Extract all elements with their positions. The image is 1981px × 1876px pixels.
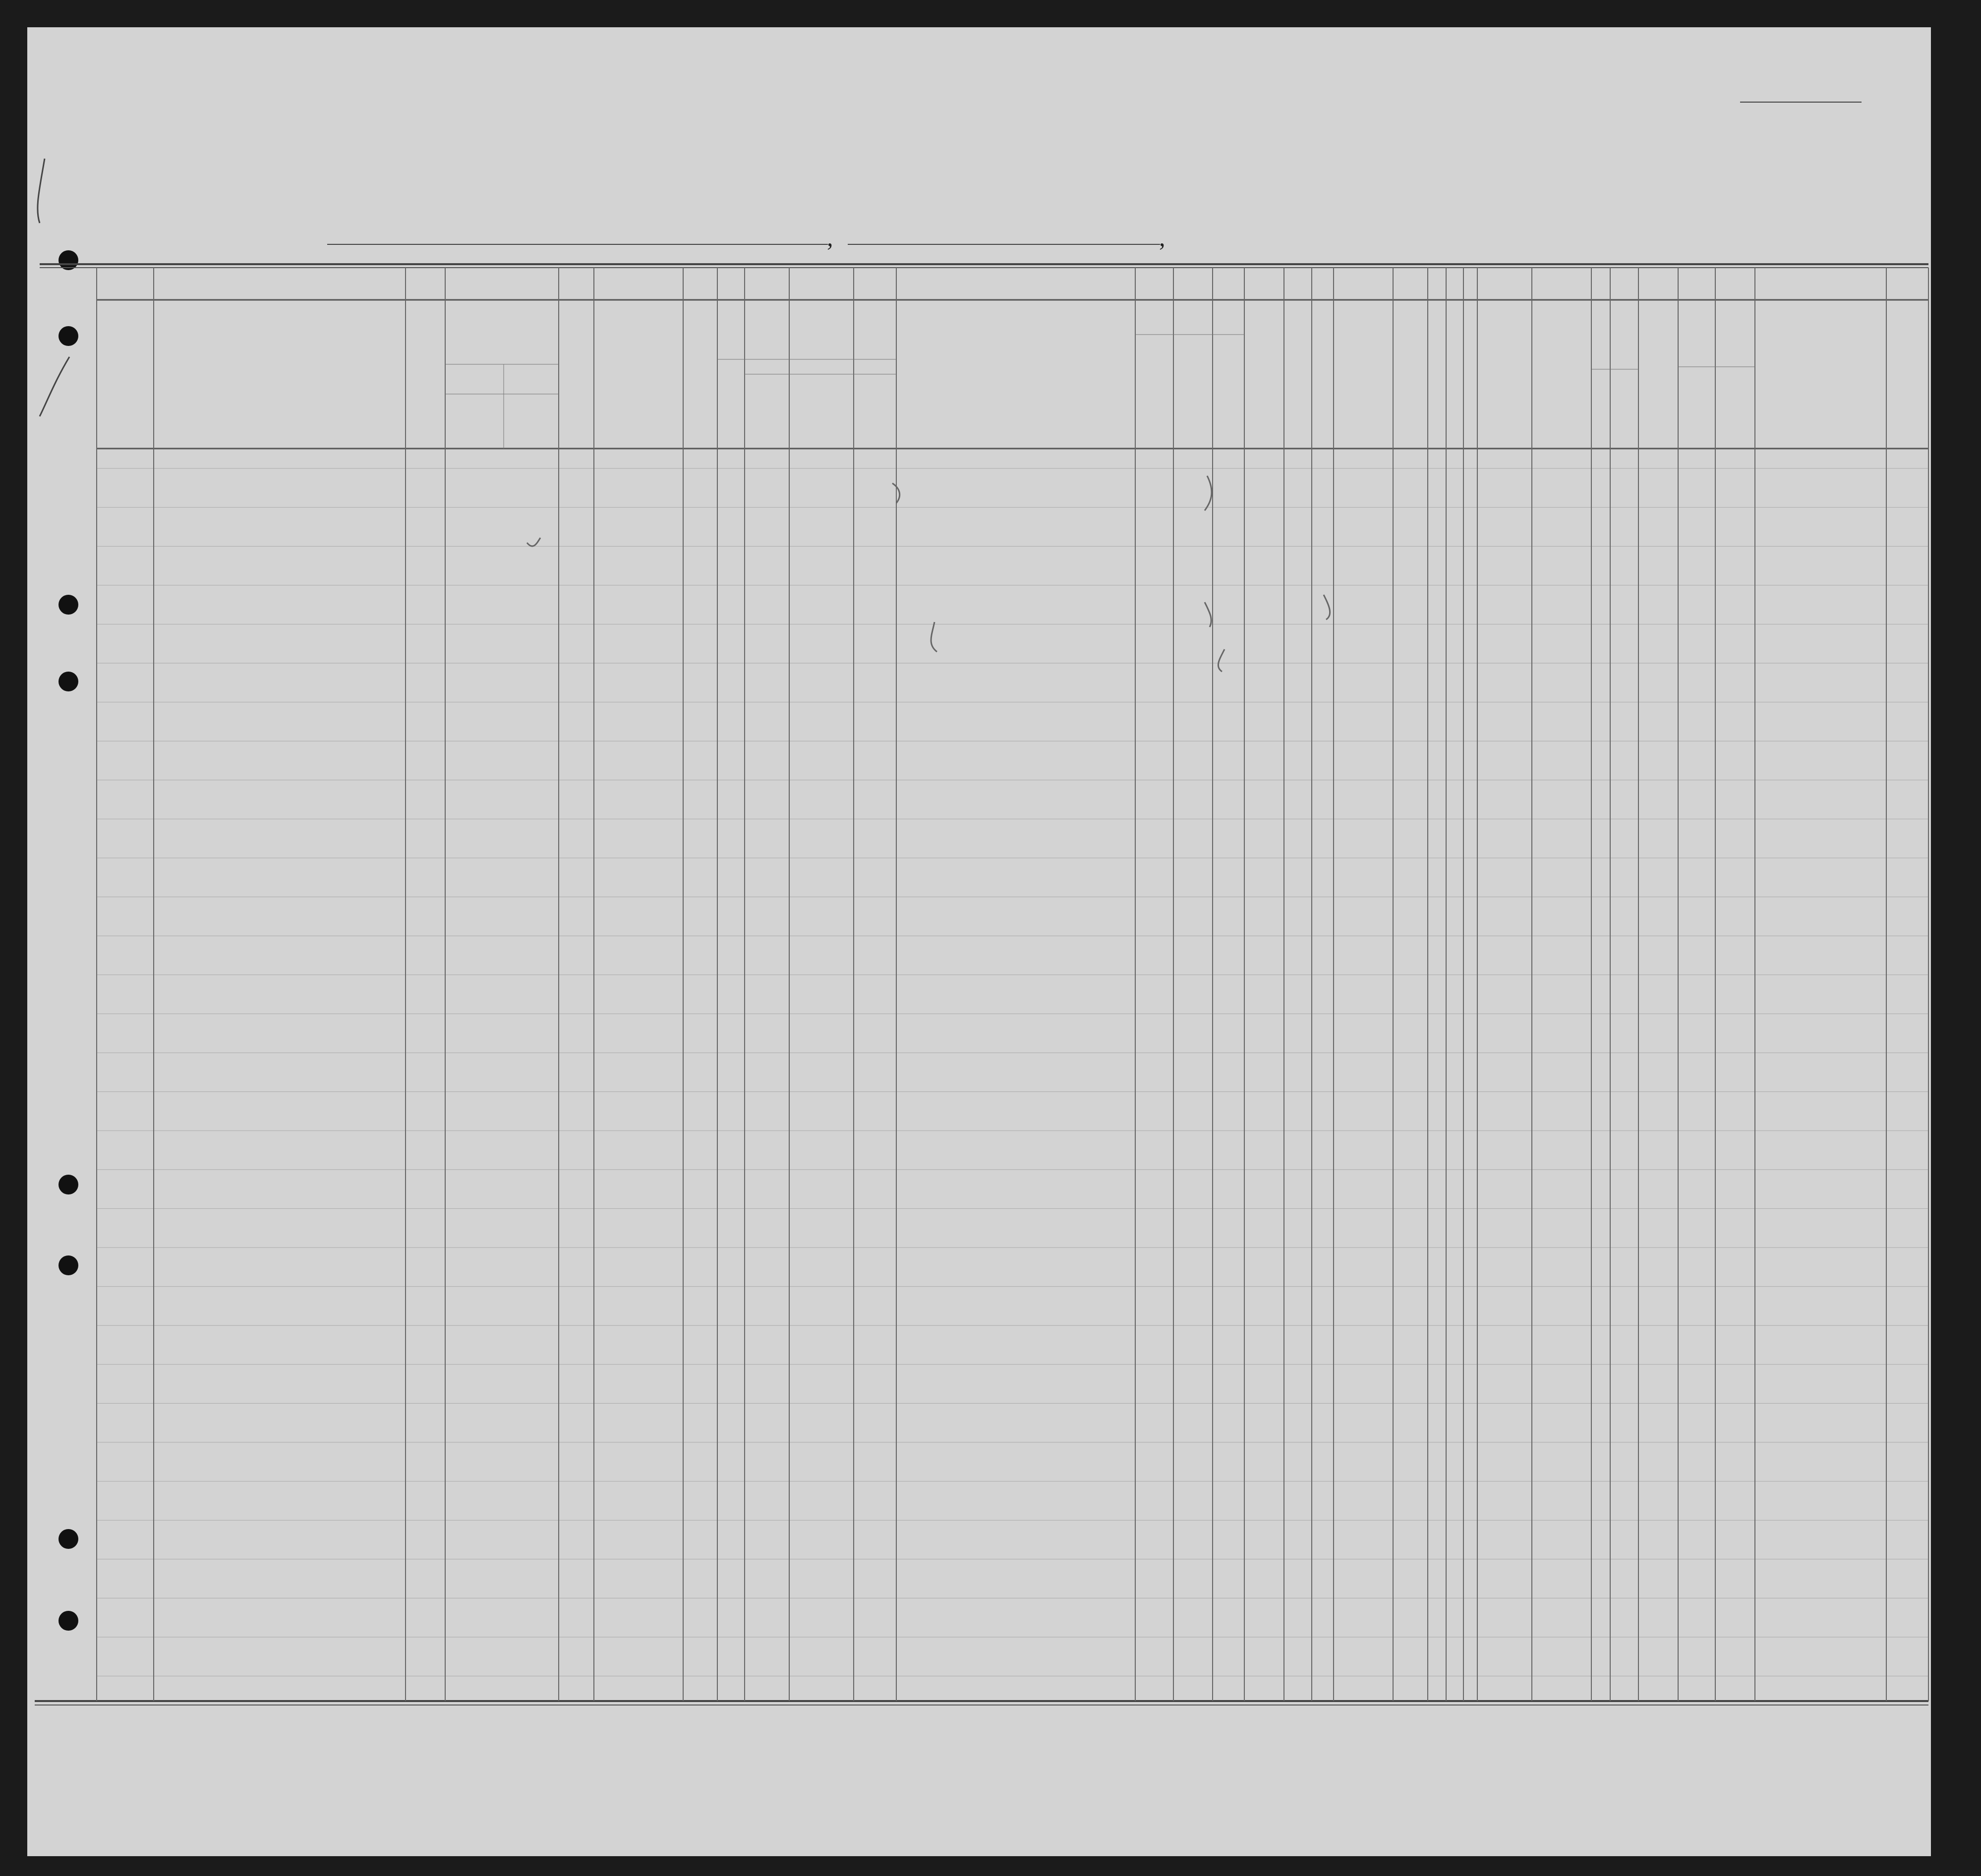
comma: ,	[827, 224, 833, 251]
comma: ,	[1159, 224, 1165, 251]
